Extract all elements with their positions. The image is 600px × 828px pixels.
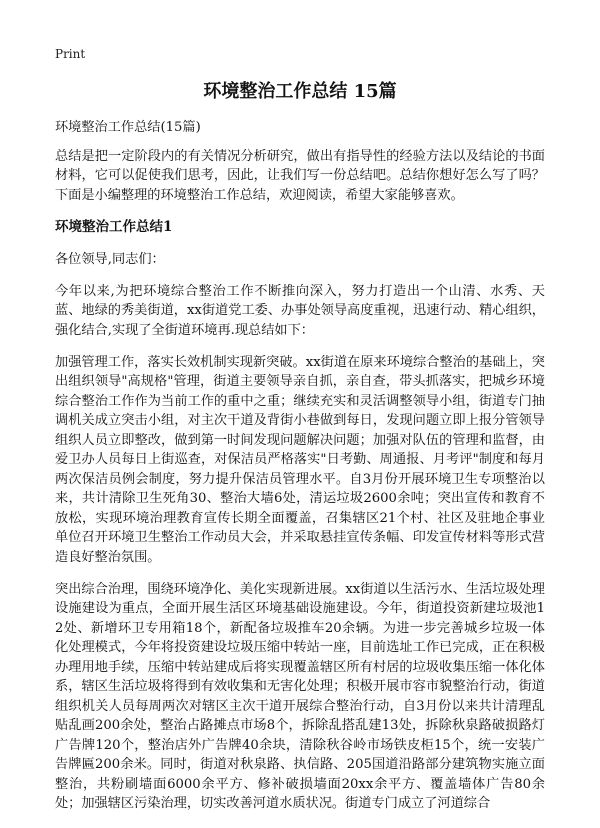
body-paragraph: 今年以来,为把环境综合整治工作不断推向深入，努力打造出一个山清、水秀、天蓝、地绿的秀美街道，xx街道党工委、办事处领导高度重视，迅速行动、精心组织，强化结合,实现了全街道环境再.现总结如下：	[55, 283, 545, 338]
page-title: 环境整治工作总结 15篇	[203, 81, 397, 102]
article-body	[55, 118, 545, 826]
print-link[interactable]: Print	[55, 47, 86, 61]
intro-paragraph: 总结是把一定阶段内的有关情况分析研究，做出有指导性的经验方法以及结论的书面材料，它可以促使我们思考，因此，让我们写一份总结吧。总结你想好怎么写了吗？下面是小编整理的环境整治工作总结，欢迎阅读，希望大家能够喜欢。	[55, 148, 545, 203]
body-paragraph: 突出综合治理，围绕环境净化、美化实现新进展。xx街道以生活污水、生活垃圾处理设施建设为重点，全面开展生活区环境基础设施建设。今年，街道投资新建垃圾池12处、新增环卫专用箱18个，新配备垃圾推车20余辆。为进一步完善城乡垃圾一体化处理模式，今年将投资建设垃圾压缩中转站一座，目前选址工作已完成，正在积极办理用地手续，压缩中转站建成后将实现覆盖辖区所有村居的垃圾收集压缩一体化体系，辖区生活垃圾将得到有效收集和无害化处理；积极开展市容市貌整治行动，街道组织机关人员每周两次对辖区主次干道开展综合整治行动，自3月份以来共计清理乱贴乱画200余处，整治占路摊点市场8个，拆除乱搭乱建13处，拆除秋泉路破损路灯广告牌120个，整治店外广告牌40余块，清除秋谷岭市场铁皮柜15个，统一安装广告牌匾200余米。同时，街道对秋泉路、执信路、205国道沿路部分建筑物实施立面整治，共粉刷墙面6000余平方、修补破损墙面20xx余平方、覆盖墙体广告80余处；加强辖区污染治理，切实改善河道水质状况。街道专门成立了河道综合	[55, 581, 545, 811]
section-heading: 环境整治工作总结1	[55, 218, 173, 235]
body-paragraph: 加强管理工作，落实长效机制实现新突破。xx街道在原来环境综合整治的基础上，突出组织领导"高规格"管理，街道主要领导亲自抓，亲自查，带头抓落实，把城乡环境综合整治工作作为当前工作的重中之重；继续充实和灵活调整领导小组，街道专门抽调机关成立突击小组，对主次干道及背街小巷做到每日，发现问题立即上报分管领导组织人员立即整改，做到第一时间发现问题解决问题；加强对队伍的管理和监督，由爱卫办人员每日上街巡查，对保洁员严格落实"日考勤、周通报、月考评"制度和每月两次保洁员例会制度，努力提升保洁员管理水平。自3月份开展环境卫生专项整治以来，共计清除卫生死角30、整治大墙6处，清运垃圾2600余吨；突出宣传和教育不放松，实现环境治理教育宣传长期全面覆盖，召集辖区21个村、社区及驻地企事业单位召开环境卫生整治工作动员大会，并采取悬挂宣传条幅、印发宣传材料等形式营造良好整治氛围。	[55, 354, 545, 565]
article-subtitle: 环境整治工作总结(15篇)	[55, 120, 201, 135]
greeting: 各位领导,同志们：	[55, 251, 165, 267]
